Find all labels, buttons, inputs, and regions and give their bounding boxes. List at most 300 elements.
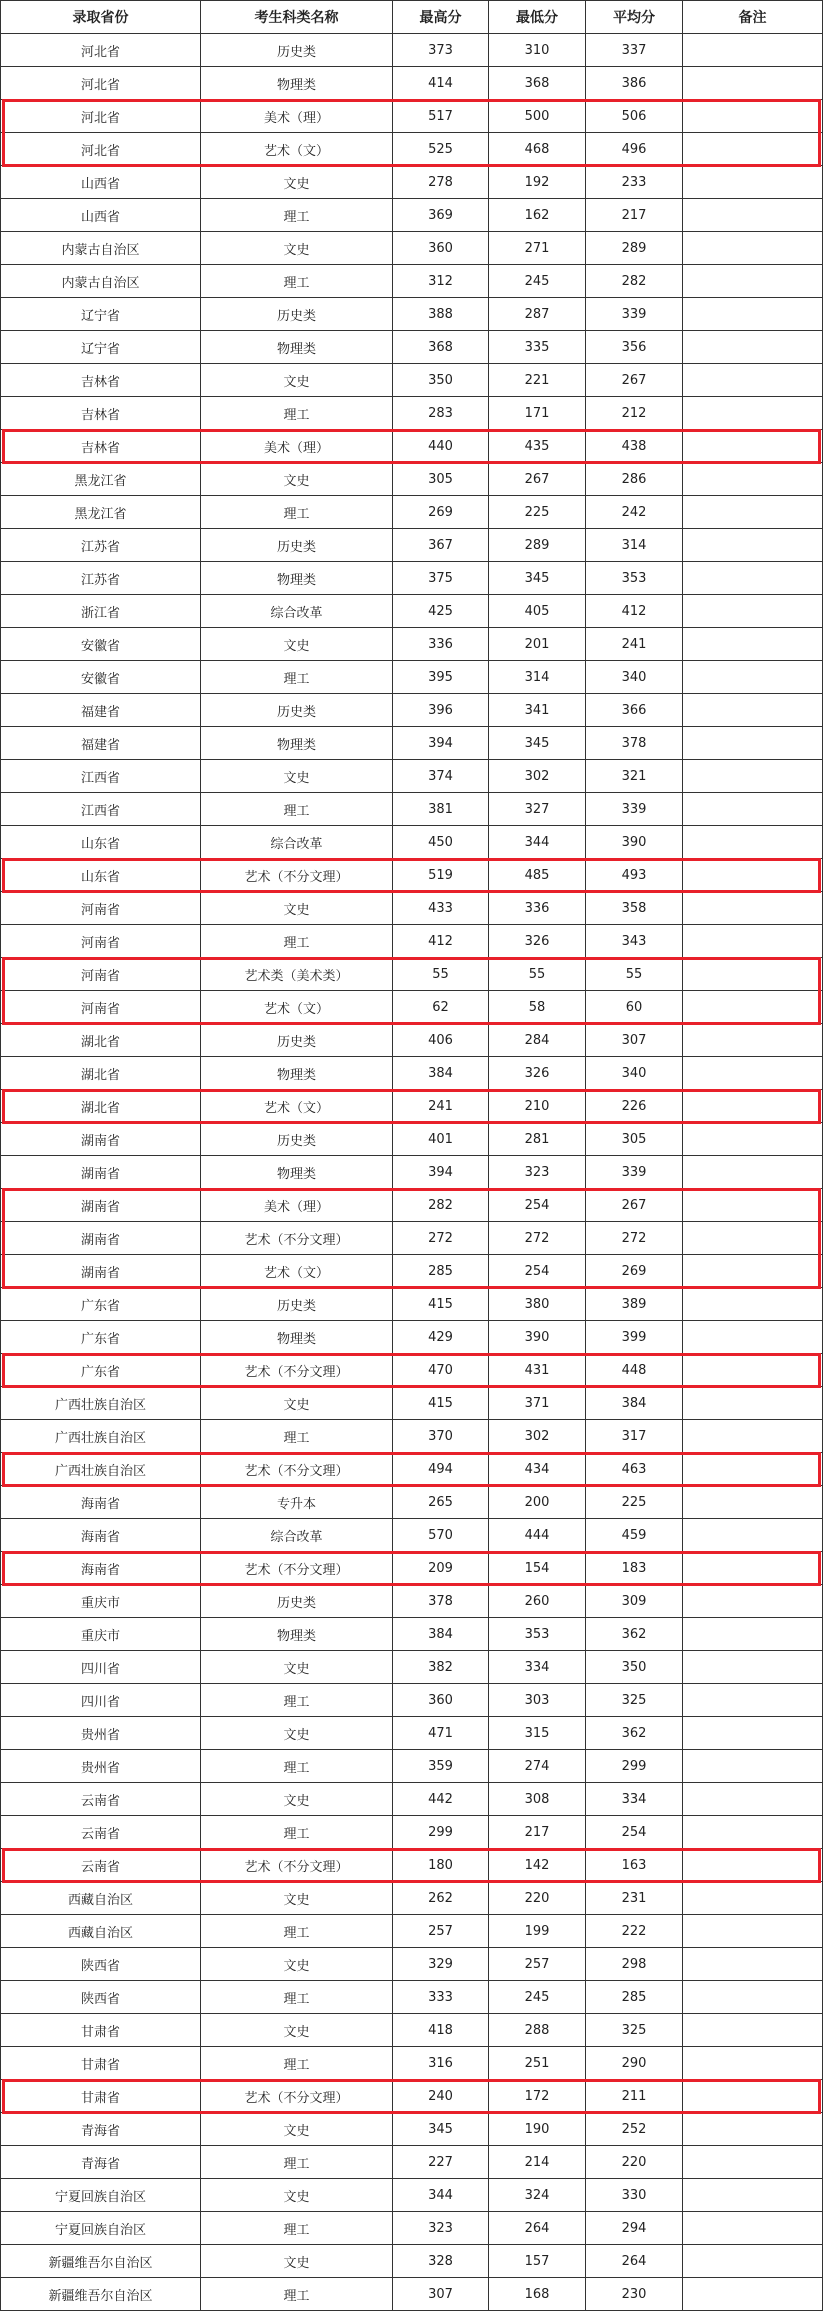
remarks-cell — [683, 2278, 823, 2311]
min-score-cell: 345 — [489, 727, 586, 760]
table-row — [1, 1882, 823, 1915]
min-score-cell: 302 — [489, 760, 586, 793]
category-cell: 文史 — [201, 2014, 393, 2047]
table-row — [1, 1354, 823, 1387]
table-row — [1, 1420, 823, 1453]
table-row — [1, 1255, 823, 1288]
remarks-cell — [683, 1717, 823, 1750]
category-cell: 专升本 — [201, 1486, 393, 1519]
max-score-cell: 373 — [393, 34, 489, 67]
table-row — [1, 1486, 823, 1519]
min-score-cell: 344 — [489, 826, 586, 859]
category-cell: 理工 — [201, 496, 393, 529]
min-score-cell: 190 — [489, 2113, 586, 2146]
min-score-cell: 380 — [489, 1288, 586, 1321]
remarks-cell — [683, 1783, 823, 1816]
province-cell: 云南省 — [1, 1849, 201, 1882]
avg-score-cell: 230 — [586, 2278, 683, 2311]
header-min-score: 最低分 — [489, 1, 586, 34]
avg-score-cell: 366 — [586, 694, 683, 727]
table-row — [1, 892, 823, 925]
remarks-cell — [683, 2047, 823, 2080]
avg-score-cell: 294 — [586, 2212, 683, 2245]
province-cell: 安徽省 — [1, 661, 201, 694]
max-score-cell: 384 — [393, 1057, 489, 1090]
category-cell: 物理类 — [201, 562, 393, 595]
min-score-cell: 336 — [489, 892, 586, 925]
table-row — [1, 1717, 823, 1750]
remarks-cell — [683, 859, 823, 892]
province-cell: 甘肃省 — [1, 2080, 201, 2113]
min-score-cell: 272 — [489, 1222, 586, 1255]
max-score-cell: 425 — [393, 595, 489, 628]
category-cell: 文史 — [201, 2179, 393, 2212]
avg-score-cell: 386 — [586, 67, 683, 100]
avg-score-cell: 163 — [586, 1849, 683, 1882]
table-row — [1, 265, 823, 298]
max-score-cell: 395 — [393, 661, 489, 694]
province-cell: 内蒙古自治区 — [1, 232, 201, 265]
province-cell: 浙江省 — [1, 595, 201, 628]
min-score-cell: 221 — [489, 364, 586, 397]
max-score-cell: 429 — [393, 1321, 489, 1354]
table-row — [1, 1651, 823, 1684]
avg-score-cell: 233 — [586, 166, 683, 199]
min-score-cell: 157 — [489, 2245, 586, 2278]
category-cell: 文史 — [201, 1651, 393, 1684]
table-row — [1, 199, 823, 232]
max-score-cell: 345 — [393, 2113, 489, 2146]
avg-score-cell: 290 — [586, 2047, 683, 2080]
remarks-cell — [683, 529, 823, 562]
category-cell: 历史类 — [201, 1123, 393, 1156]
province-cell: 青海省 — [1, 2113, 201, 2146]
remarks-cell — [683, 991, 823, 1024]
max-score-cell: 470 — [393, 1354, 489, 1387]
province-cell: 广东省 — [1, 1288, 201, 1321]
avg-score-cell: 217 — [586, 199, 683, 232]
max-score-cell: 262 — [393, 1882, 489, 1915]
max-score-cell: 369 — [393, 199, 489, 232]
remarks-cell — [683, 2014, 823, 2047]
min-score-cell: 368 — [489, 67, 586, 100]
max-score-cell: 278 — [393, 166, 489, 199]
max-score-cell: 396 — [393, 694, 489, 727]
min-score-cell: 254 — [489, 1255, 586, 1288]
province-cell: 湖南省 — [1, 1255, 201, 1288]
province-cell: 安徽省 — [1, 628, 201, 661]
remarks-cell — [683, 199, 823, 232]
avg-score-cell: 340 — [586, 1057, 683, 1090]
min-score-cell: 210 — [489, 1090, 586, 1123]
category-cell: 文史 — [201, 1882, 393, 1915]
remarks-cell — [683, 1090, 823, 1123]
remarks-cell — [683, 1123, 823, 1156]
avg-score-cell: 212 — [586, 397, 683, 430]
table-row — [1, 1156, 823, 1189]
min-score-cell: 287 — [489, 298, 586, 331]
min-score-cell: 192 — [489, 166, 586, 199]
remarks-cell — [683, 2245, 823, 2278]
min-score-cell: 214 — [489, 2146, 586, 2179]
table-row — [1, 1915, 823, 1948]
category-cell: 艺术（文） — [201, 991, 393, 1024]
avg-score-cell: 378 — [586, 727, 683, 760]
table-row — [1, 2047, 823, 2080]
category-cell: 文史 — [201, 1783, 393, 1816]
min-score-cell: 288 — [489, 2014, 586, 2047]
avg-score-cell: 299 — [586, 1750, 683, 1783]
avg-score-cell: 463 — [586, 1453, 683, 1486]
remarks-cell — [683, 331, 823, 364]
table-row — [1, 298, 823, 331]
min-score-cell: 281 — [489, 1123, 586, 1156]
table-row — [1, 1618, 823, 1651]
min-score-cell: 289 — [489, 529, 586, 562]
avg-score-cell: 496 — [586, 133, 683, 166]
min-score-cell: 341 — [489, 694, 586, 727]
category-cell: 美术（理） — [201, 100, 393, 133]
table-row — [1, 1321, 823, 1354]
province-cell: 新疆维吾尔自治区 — [1, 2278, 201, 2311]
category-cell: 美术（理） — [201, 430, 393, 463]
remarks-cell — [683, 1618, 823, 1651]
remarks-cell — [683, 1156, 823, 1189]
remarks-cell — [683, 1552, 823, 1585]
avg-score-cell: 337 — [586, 34, 683, 67]
table-row — [1, 529, 823, 562]
table-row — [1, 34, 823, 67]
province-cell: 河北省 — [1, 133, 201, 166]
table-row — [1, 1849, 823, 1882]
min-score-cell: 431 — [489, 1354, 586, 1387]
province-cell: 西藏自治区 — [1, 1915, 201, 1948]
category-cell: 艺术（文） — [201, 1090, 393, 1123]
max-score-cell: 328 — [393, 2245, 489, 2278]
min-score-cell: 254 — [489, 1189, 586, 1222]
remarks-cell — [683, 2212, 823, 2245]
province-cell: 广西壮族自治区 — [1, 1453, 201, 1486]
province-cell: 内蒙古自治区 — [1, 265, 201, 298]
table-row — [1, 760, 823, 793]
min-score-cell: 326 — [489, 925, 586, 958]
table-row — [1, 793, 823, 826]
avg-score-cell: 272 — [586, 1222, 683, 1255]
max-score-cell: 299 — [393, 1816, 489, 1849]
avg-score-cell: 231 — [586, 1882, 683, 1915]
category-cell: 理工 — [201, 1981, 393, 2014]
max-score-cell: 415 — [393, 1387, 489, 1420]
remarks-cell — [683, 232, 823, 265]
province-cell: 云南省 — [1, 1816, 201, 1849]
remarks-cell — [683, 1387, 823, 1420]
table-row — [1, 67, 823, 100]
province-cell: 宁夏回族自治区 — [1, 2212, 201, 2245]
max-score-cell: 227 — [393, 2146, 489, 2179]
province-cell: 广东省 — [1, 1354, 201, 1387]
remarks-cell — [683, 1420, 823, 1453]
remarks-cell — [683, 793, 823, 826]
min-score-cell: 468 — [489, 133, 586, 166]
category-cell: 艺术类（美术类） — [201, 958, 393, 991]
remarks-cell — [683, 1915, 823, 1948]
category-cell: 文史 — [201, 166, 393, 199]
table-row — [1, 1585, 823, 1618]
avg-score-cell: 412 — [586, 595, 683, 628]
min-score-cell: 271 — [489, 232, 586, 265]
max-score-cell: 517 — [393, 100, 489, 133]
remarks-cell — [683, 826, 823, 859]
remarks-cell — [683, 1651, 823, 1684]
province-cell: 黑龙江省 — [1, 496, 201, 529]
table-row — [1, 1024, 823, 1057]
table-row — [1, 1288, 823, 1321]
min-score-cell: 217 — [489, 1816, 586, 1849]
category-cell: 艺术（不分文理） — [201, 1222, 393, 1255]
table-row — [1, 958, 823, 991]
category-cell: 理工 — [201, 1750, 393, 1783]
province-cell: 重庆市 — [1, 1585, 201, 1618]
table-row — [1, 826, 823, 859]
avg-score-cell: 339 — [586, 793, 683, 826]
min-score-cell: 444 — [489, 1519, 586, 1552]
remarks-cell — [683, 1585, 823, 1618]
remarks-cell — [683, 1453, 823, 1486]
min-score-cell: 154 — [489, 1552, 586, 1585]
table-row — [1, 628, 823, 661]
remarks-cell — [683, 1486, 823, 1519]
province-cell: 海南省 — [1, 1552, 201, 1585]
max-score-cell: 401 — [393, 1123, 489, 1156]
min-score-cell: 171 — [489, 397, 586, 430]
table-row — [1, 133, 823, 166]
table-row — [1, 1783, 823, 1816]
province-cell: 湖南省 — [1, 1123, 201, 1156]
min-score-cell: 314 — [489, 661, 586, 694]
remarks-cell — [683, 727, 823, 760]
max-score-cell: 285 — [393, 1255, 489, 1288]
category-cell: 理工 — [201, 1684, 393, 1717]
header-category: 考生科类名称 — [201, 1, 393, 34]
avg-score-cell: 254 — [586, 1816, 683, 1849]
province-cell: 福建省 — [1, 694, 201, 727]
max-score-cell: 360 — [393, 1684, 489, 1717]
avg-score-cell: 493 — [586, 859, 683, 892]
min-score-cell: 324 — [489, 2179, 586, 2212]
max-score-cell: 471 — [393, 1717, 489, 1750]
province-cell: 江苏省 — [1, 562, 201, 595]
max-score-cell: 406 — [393, 1024, 489, 1057]
province-cell: 江西省 — [1, 793, 201, 826]
remarks-cell — [683, 661, 823, 694]
category-cell: 文史 — [201, 2245, 393, 2278]
category-cell: 理工 — [201, 2146, 393, 2179]
category-cell: 理工 — [201, 1816, 393, 1849]
min-score-cell: 142 — [489, 1849, 586, 1882]
max-score-cell: 519 — [393, 859, 489, 892]
avg-score-cell: 334 — [586, 1783, 683, 1816]
header-remarks: 备注 — [683, 1, 823, 34]
remarks-cell — [683, 1057, 823, 1090]
province-cell: 陕西省 — [1, 1981, 201, 2014]
table-row — [1, 727, 823, 760]
max-score-cell: 282 — [393, 1189, 489, 1222]
province-cell: 湖北省 — [1, 1057, 201, 1090]
category-cell: 历史类 — [201, 298, 393, 331]
province-cell: 山东省 — [1, 859, 201, 892]
min-score-cell: 284 — [489, 1024, 586, 1057]
max-score-cell: 329 — [393, 1948, 489, 1981]
avg-score-cell: 211 — [586, 2080, 683, 2113]
min-score-cell: 220 — [489, 1882, 586, 1915]
category-cell: 物理类 — [201, 1618, 393, 1651]
province-cell: 河北省 — [1, 67, 201, 100]
max-score-cell: 374 — [393, 760, 489, 793]
table-row — [1, 1552, 823, 1585]
remarks-cell — [683, 925, 823, 958]
category-cell: 理工 — [201, 397, 393, 430]
table-row — [1, 1222, 823, 1255]
remarks-cell — [683, 397, 823, 430]
province-cell: 云南省 — [1, 1783, 201, 1816]
max-score-cell: 336 — [393, 628, 489, 661]
avg-score-cell: 183 — [586, 1552, 683, 1585]
min-score-cell: 485 — [489, 859, 586, 892]
table-row — [1, 1057, 823, 1090]
table-row — [1, 661, 823, 694]
max-score-cell: 414 — [393, 67, 489, 100]
table-row — [1, 595, 823, 628]
min-score-cell: 58 — [489, 991, 586, 1024]
avg-score-cell: 220 — [586, 2146, 683, 2179]
province-cell: 黑龙江省 — [1, 463, 201, 496]
category-cell: 文史 — [201, 892, 393, 925]
province-cell: 福建省 — [1, 727, 201, 760]
province-cell: 湖南省 — [1, 1189, 201, 1222]
remarks-cell — [683, 760, 823, 793]
category-cell: 艺术（不分文理） — [201, 1552, 393, 1585]
avg-score-cell: 389 — [586, 1288, 683, 1321]
avg-score-cell: 264 — [586, 2245, 683, 2278]
table-row — [1, 166, 823, 199]
min-score-cell: 315 — [489, 1717, 586, 1750]
avg-score-cell: 282 — [586, 265, 683, 298]
header-row — [1, 1, 823, 34]
max-score-cell: 570 — [393, 1519, 489, 1552]
max-score-cell: 388 — [393, 298, 489, 331]
max-score-cell: 316 — [393, 2047, 489, 2080]
remarks-cell — [683, 463, 823, 496]
min-score-cell: 168 — [489, 2278, 586, 2311]
remarks-cell — [683, 298, 823, 331]
min-score-cell: 303 — [489, 1684, 586, 1717]
table-row — [1, 1816, 823, 1849]
category-cell: 综合改革 — [201, 595, 393, 628]
min-score-cell: 435 — [489, 430, 586, 463]
min-score-cell: 335 — [489, 331, 586, 364]
max-score-cell: 375 — [393, 562, 489, 595]
min-score-cell: 260 — [489, 1585, 586, 1618]
table-row — [1, 2014, 823, 2047]
category-cell: 历史类 — [201, 694, 393, 727]
max-score-cell: 241 — [393, 1090, 489, 1123]
max-score-cell: 240 — [393, 2080, 489, 2113]
table-row — [1, 1189, 823, 1222]
avg-score-cell: 314 — [586, 529, 683, 562]
province-cell: 广西壮族自治区 — [1, 1420, 201, 1453]
category-cell: 文史 — [201, 628, 393, 661]
category-cell: 艺术（不分文理） — [201, 1849, 393, 1882]
max-score-cell: 62 — [393, 991, 489, 1024]
category-cell: 综合改革 — [201, 1519, 393, 1552]
avg-score-cell: 317 — [586, 1420, 683, 1453]
remarks-cell — [683, 430, 823, 463]
avg-score-cell: 242 — [586, 496, 683, 529]
remarks-cell — [683, 1222, 823, 1255]
max-score-cell: 359 — [393, 1750, 489, 1783]
table-row — [1, 1519, 823, 1552]
table-row — [1, 2212, 823, 2245]
remarks-cell — [683, 133, 823, 166]
table-row — [1, 364, 823, 397]
max-score-cell: 442 — [393, 1783, 489, 1816]
avg-score-cell: 358 — [586, 892, 683, 925]
min-score-cell: 308 — [489, 1783, 586, 1816]
province-cell: 广西壮族自治区 — [1, 1387, 201, 1420]
max-score-cell: 384 — [393, 1618, 489, 1651]
category-cell: 历史类 — [201, 1288, 393, 1321]
remarks-cell — [683, 364, 823, 397]
avg-score-cell: 286 — [586, 463, 683, 496]
category-cell: 理工 — [201, 2212, 393, 2245]
remarks-cell — [683, 1024, 823, 1057]
province-cell: 河南省 — [1, 925, 201, 958]
avg-score-cell: 226 — [586, 1090, 683, 1123]
min-score-cell: 245 — [489, 1981, 586, 2014]
table-row — [1, 2179, 823, 2212]
avg-score-cell: 330 — [586, 2179, 683, 2212]
table-row — [1, 1453, 823, 1486]
max-score-cell: 333 — [393, 1981, 489, 2014]
max-score-cell: 272 — [393, 1222, 489, 1255]
province-cell: 青海省 — [1, 2146, 201, 2179]
category-cell: 文史 — [201, 2113, 393, 2146]
avg-score-cell: 438 — [586, 430, 683, 463]
min-score-cell: 225 — [489, 496, 586, 529]
min-score-cell: 199 — [489, 1915, 586, 1948]
remarks-cell — [683, 1321, 823, 1354]
table-row — [1, 1948, 823, 1981]
province-cell: 广东省 — [1, 1321, 201, 1354]
province-cell: 河南省 — [1, 892, 201, 925]
min-score-cell: 405 — [489, 595, 586, 628]
province-cell: 山西省 — [1, 199, 201, 232]
table-row — [1, 496, 823, 529]
avg-score-cell: 325 — [586, 2014, 683, 2047]
remarks-cell — [683, 1288, 823, 1321]
min-score-cell: 434 — [489, 1453, 586, 1486]
avg-score-cell: 252 — [586, 2113, 683, 2146]
avg-score-cell: 225 — [586, 1486, 683, 1519]
max-score-cell: 283 — [393, 397, 489, 430]
category-cell: 文史 — [201, 1387, 393, 1420]
max-score-cell: 394 — [393, 727, 489, 760]
avg-score-cell: 305 — [586, 1123, 683, 1156]
min-score-cell: 257 — [489, 1948, 586, 1981]
max-score-cell: 323 — [393, 2212, 489, 2245]
max-score-cell: 368 — [393, 331, 489, 364]
province-cell: 新疆维吾尔自治区 — [1, 2245, 201, 2278]
